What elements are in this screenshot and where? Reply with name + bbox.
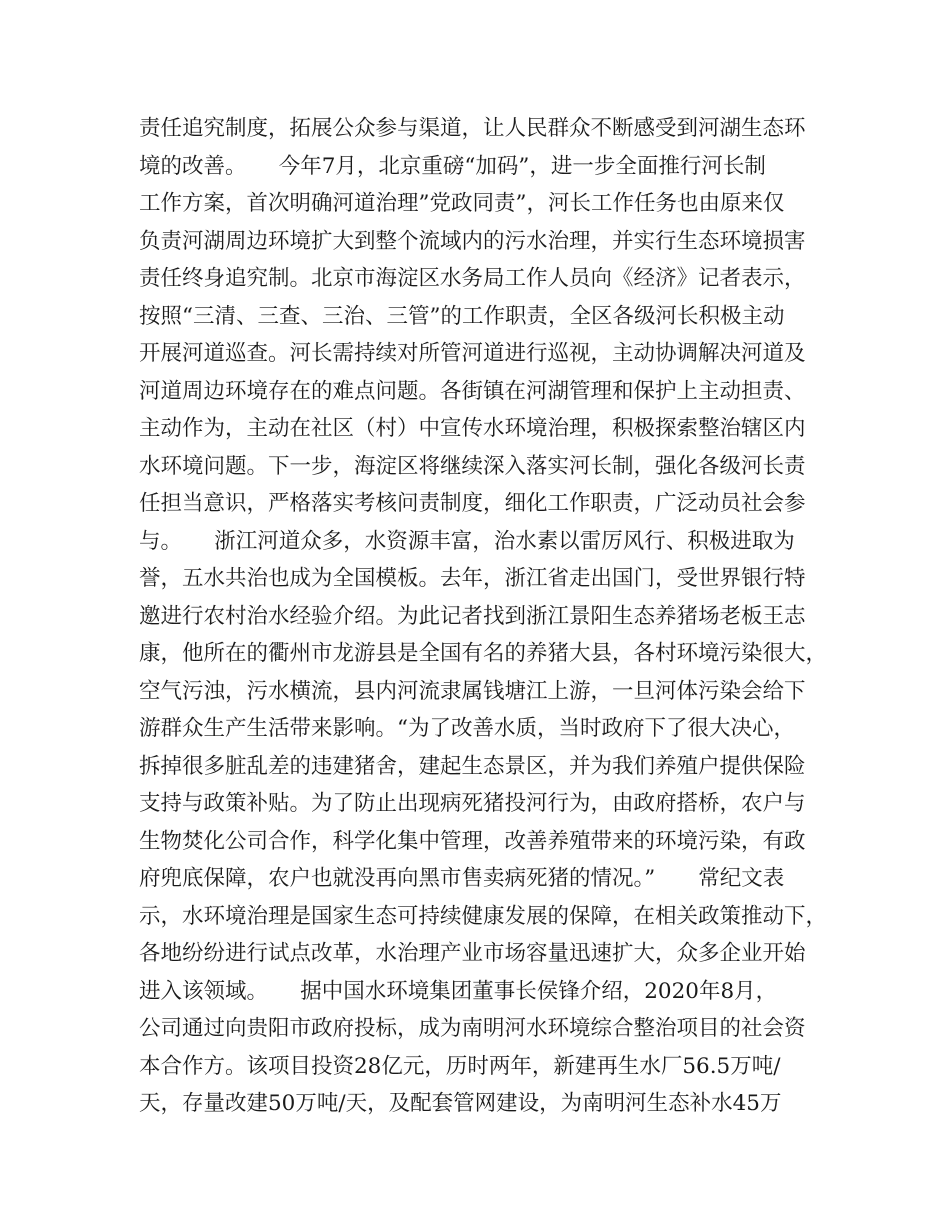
text-line: 境的改善。 今年7月，北京重磅“加码”，进一步全面推行河长制: [139, 153, 766, 179]
text-line: 进入该领域。 据中国水环境集团董事长侯锋介绍，2020年8月，: [139, 978, 778, 1004]
text-line: 拆掉很多脏乱差的违建猪舍，建起生态景区，并为我们养殖户提供保险: [139, 753, 806, 779]
text-line: 负责河湖周边环境扩大到整个流域内的污水治理，并实行生态环境损害: [139, 228, 806, 254]
text-line: 各地纷纷进行试点改革，水治理产业市场容量迅速扩大，众多企业开始: [139, 941, 806, 966]
article-body: [139, 110, 829, 1123]
text-line: 按照“三清、三查、三治、三管”的工作职责，全区各级河长积极主动: [139, 303, 785, 329]
text-line: 康，他所在的衢州市龙游县是全国有名的养猪大县，各村环境污染很大，: [139, 641, 828, 666]
text-line: 府兜底保障，农户也就没再向黑市售卖病死猪的情况。” 常纪文表: [139, 866, 785, 891]
text-line: 邀进行农村治水经验介绍。为此记者找到浙江景阳生态养猪场老板王志: [139, 603, 806, 629]
text-line: 游群众生产生活带来影响。“为了改善水质，当时政府下了很大决心，: [139, 716, 795, 741]
text-line: 支持与政策补贴。为了防止出现病死猪投河行为，由政府搭桥，农户与: [139, 791, 806, 816]
text-line: 河道周边环境存在的难点问题。各街镇在河湖管理和保护上主动担责、: [139, 378, 806, 404]
text-line: 生物焚化公司合作，科学化集中管理，改善养殖带来的环境污染，有政: [139, 828, 806, 854]
text-line: 本合作方。该项目投资28亿元，历时两年，新建再生水厂56.5万吨/: [139, 1053, 781, 1079]
text-line: 示，水环境治理是国家生态可持续健康发展的保障，在相关政策推动下，: [139, 903, 828, 929]
text-line: 公司通过向贵阳市政府投标，成为南明河水环境综合整治项目的社会资: [139, 1016, 806, 1041]
text-line: 工作方案，首次明确河道治理”党政同责”，河长工作任务也由原来仅: [139, 191, 785, 216]
text-line: 空气污浊，污水横流，县内河流隶属钱塘江上游，一旦河体污染会给下: [139, 678, 806, 704]
text-line: 水环境问题。下一步，海淀区将继续深入落实河长制，强化各级河长责: [139, 453, 806, 479]
text-line: 开展河道巡查。河长需持续对所管河道进行巡视，主动协调解决河道及: [139, 341, 806, 366]
text-line: 责任终身追究制。北京市海淀区水务局工作人员向《经济》记者表示，: [139, 266, 806, 291]
text-line: 与。 浙江河道众多，水资源丰富，治水素以雷厉风行、积极进取为: [139, 528, 795, 554]
text-line: 天，存量改建50万吨/天，及配套管网建设，为南明河生态补水45万: [139, 1091, 782, 1116]
text-line: 誉，五水共治也成为全国模板。去年，浙江省走出国门，受世界银行特: [139, 566, 806, 591]
text-line: 责任追究制度，拓展公众参与渠道，让人民群众不断感受到河湖生态环: [139, 116, 806, 141]
text-line: 任担当意识，严格落实考核问责制度，细化工作职责，广泛动员社会参: [139, 491, 806, 516]
text-line: 主动作为，主动在社区（村）中宣传水环境治理，积极探索整治辖区内: [139, 416, 806, 441]
